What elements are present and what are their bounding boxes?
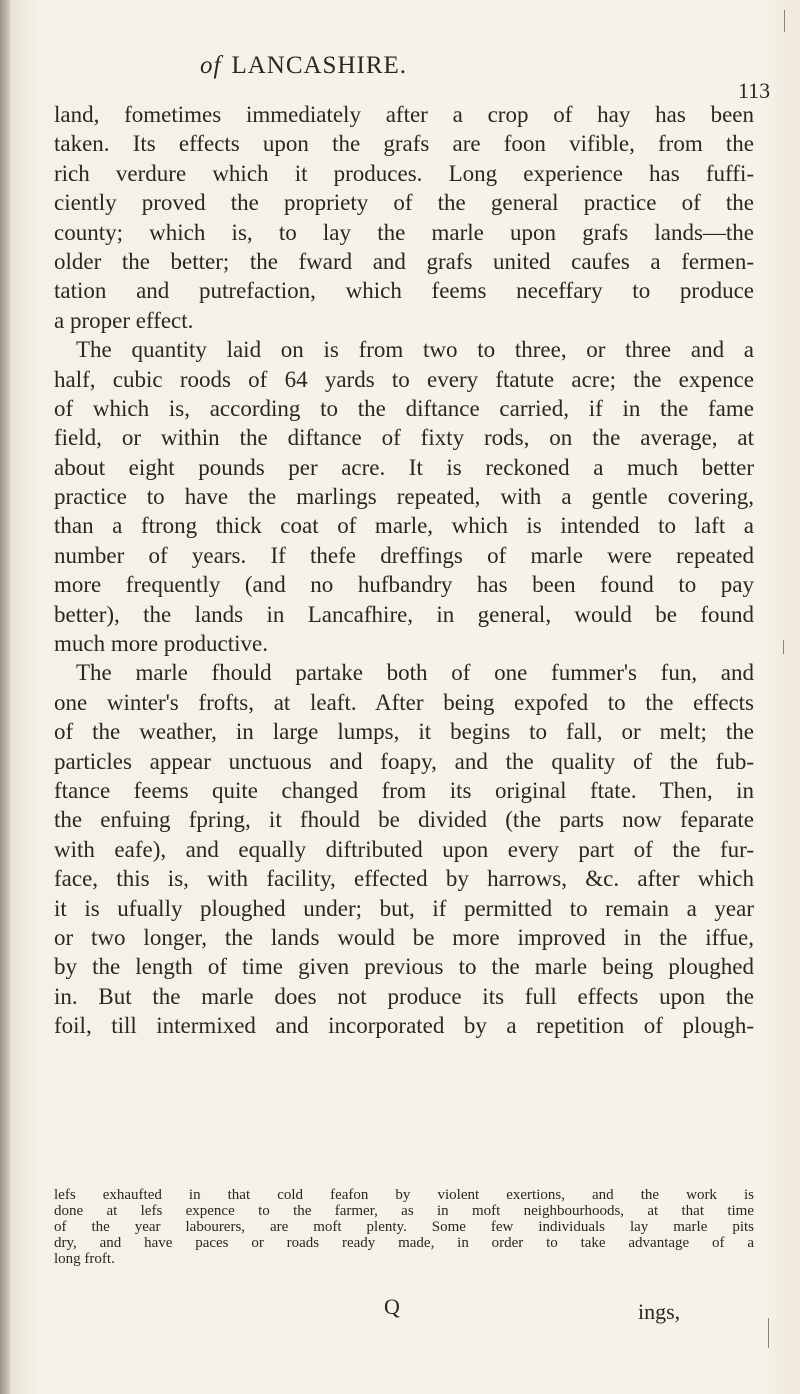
text-line: than a ftrong thick coat of marle, which is intended to laft a — [54, 513, 754, 539]
text-line: with eafe), and equally diftributed upon every part of the fur- — [54, 836, 754, 862]
text-line: by the length of time given previous to the marle being ploughed — [54, 954, 754, 980]
catchword: ings, — [638, 1299, 681, 1324]
text-line: or two longer, the lands would be more improved in the iffue, — [54, 924, 754, 950]
running-head-prefix: of — [200, 52, 222, 79]
text-line: more frequently (and no hufbandry has been found to pay — [54, 572, 754, 598]
text-line: rich verdure which it produces. Long experience has fuffi- — [54, 160, 754, 186]
text-line: particles appear unctuous and foapy, and the quality of the fub- — [54, 748, 754, 774]
page-number: 113 — [738, 78, 771, 103]
text-line: much more productive. — [54, 631, 268, 657]
text-line: practice to have the marlings repeated, with a gentle covering, — [54, 484, 754, 510]
text-line: older the better; the fward and grafs united caufes a fermen- — [54, 248, 754, 274]
footnote — [54, 1187, 754, 1267]
text-line: ciently proved the propriety of the general practice of the — [54, 190, 754, 216]
text-line: the enfuing fpring, it fhould be divided (the parts now feparate — [54, 807, 754, 833]
text-line: a proper effect. — [54, 307, 194, 333]
text-line: one winter's frofts, at leaft. After being expofed to the effects — [54, 689, 754, 715]
footnote-line: done at lefs expence to the farmer, as in moft neighbourhoods, at that time — [54, 1203, 754, 1219]
text-line: ftance feems quite changed from its original ftate. Then, in — [54, 777, 754, 803]
text-line: face, this is, with facility, effected by harrows, &c. after which — [54, 866, 754, 892]
margin-mark — [768, 1318, 769, 1348]
text-line: county; which is, to lay the marle upon grafs lands—the — [54, 219, 754, 245]
body-text — [54, 100, 754, 1041]
running-head — [200, 52, 407, 80]
text-line: field, or within the diftance of fixty rods, on the average, at — [54, 425, 754, 451]
text-line: taken. Its effects upon the grafs are foon vifible, from the — [54, 131, 754, 157]
footnote-line: long froft. — [54, 1251, 115, 1267]
text-line: in. But the marle does not produce its full effects upon the — [54, 983, 754, 1009]
running-head-title: LANCASHIRE. — [231, 52, 408, 79]
text-line: of the weather, in large lumps, it begins to fall, or melt; the — [54, 719, 754, 745]
text-line: land, fometimes immediately after a crop of hay has been — [54, 102, 754, 127]
text-line: half, cubic roods of 64 yards to every ftatute acre; the expence — [54, 366, 754, 392]
text-line: it is ufually ploughed under; but, if permitted to remain a year — [54, 895, 754, 921]
text-line: foil, till intermixed and incorporated by a repetition of plough- — [54, 1013, 754, 1039]
margin-mark — [784, 10, 785, 32]
footnote-line: dry, and have paces or roads ready made, in order to take advantage of a — [54, 1235, 754, 1251]
text-line: better), the lands in Lancafhire, in general, would be found — [54, 601, 754, 627]
text-line: The marle fhould partake both of one fummer's fun, and — [76, 660, 754, 686]
text-line: about eight pounds per acre. It is reckoned a much better — [54, 454, 754, 480]
footnote-line: lefs exhaufted in that cold feafon by violent exertions, and the work is — [54, 1187, 754, 1203]
text-line: The quantity laid on is from two to three, or three and a — [76, 337, 754, 363]
text-line: tation and putrefaction, which feems neceffary to produce — [54, 278, 754, 304]
margin-mark — [783, 640, 784, 654]
signature-mark: Q — [384, 1294, 400, 1319]
text-line: number of years. If thefe dreffings of marle were repeated — [54, 542, 754, 568]
text-line: of which is, according to the diftance carried, if in the fame — [54, 395, 754, 421]
page-gutter-shadow — [0, 0, 10, 1394]
footnote-line: of the year labourers, are moft plenty. Some few individuals lay marle pits — [54, 1219, 754, 1235]
